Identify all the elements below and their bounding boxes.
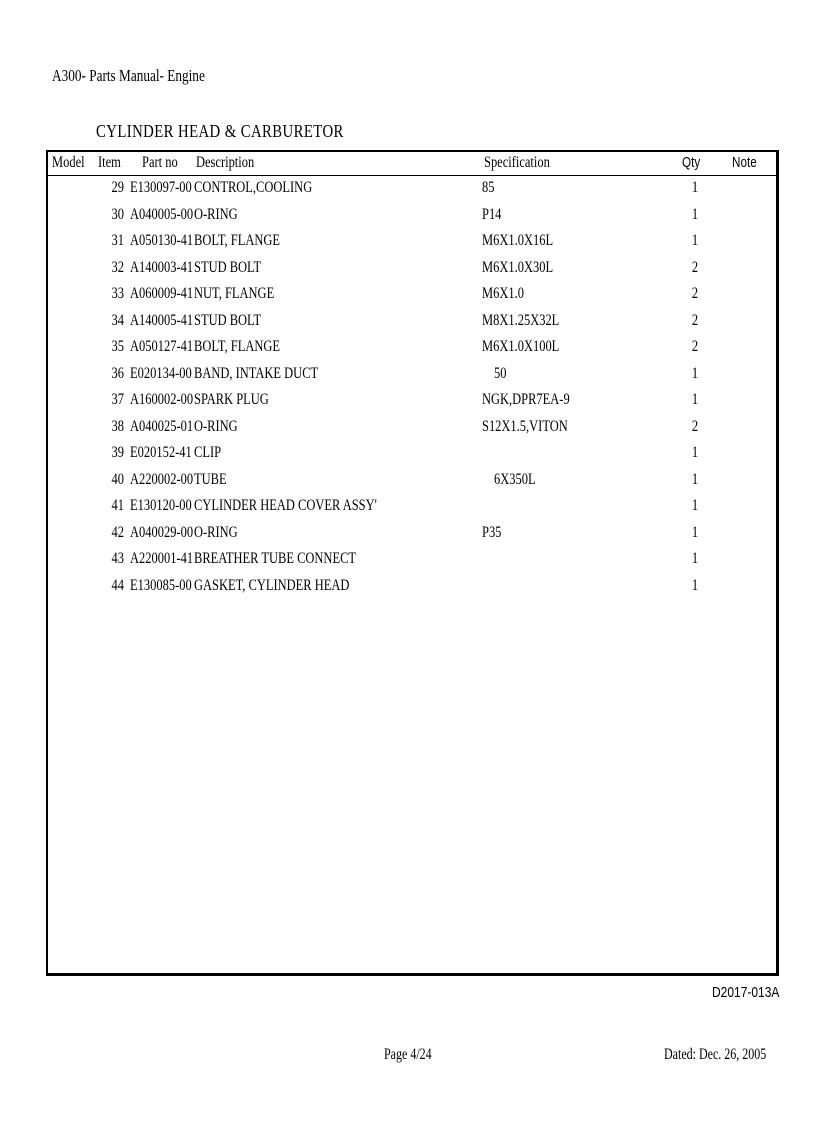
- part-number: E130097-00: [130, 179, 192, 196]
- part-specification: P14: [482, 205, 502, 223]
- table-row: [48, 285, 776, 311]
- part-description: BOLT, FLANGE: [194, 338, 280, 355]
- table-row: [48, 206, 776, 232]
- item-number: 31: [111, 232, 124, 249]
- column-header-item: Item: [98, 154, 121, 171]
- part-description: STUD BOLT: [194, 258, 262, 276]
- part-number: A040029-00: [130, 523, 194, 541]
- part-number: E020152-41: [130, 444, 192, 461]
- part-number: A040005-00: [130, 205, 194, 223]
- item-number: 42: [111, 523, 124, 541]
- part-quantity: 1: [691, 470, 699, 488]
- part-quantity: 1: [691, 205, 699, 223]
- part-number: A040025-01: [130, 417, 194, 435]
- parts-table: [46, 150, 779, 976]
- column-header-part-no: Part no: [142, 154, 178, 171]
- part-description: SPARK PLUG: [194, 391, 269, 408]
- item-number: 44: [111, 576, 124, 594]
- part-quantity: 1: [691, 179, 699, 196]
- table-row: [48, 497, 776, 523]
- part-quantity: 1: [691, 364, 699, 382]
- table-row: [48, 259, 776, 285]
- part-quantity: 1: [691, 550, 699, 567]
- item-number: 38: [111, 417, 124, 435]
- column-header-note: Note: [732, 154, 757, 171]
- part-description: BREATHER TUBE CONNECT: [194, 550, 357, 567]
- section-title: CYLINDER HEAD & CARBURETOR: [96, 121, 344, 141]
- part-quantity: 2: [691, 338, 699, 355]
- table-row: [48, 577, 776, 603]
- part-quantity: 1: [691, 523, 699, 541]
- part-quantity: 1: [691, 444, 699, 461]
- table-row: [48, 418, 776, 444]
- column-header-specification: Specification: [484, 154, 550, 171]
- item-number: 37: [111, 391, 124, 408]
- part-specification: S12X1.5,VITON: [482, 417, 568, 435]
- part-number: E020134-00: [130, 364, 192, 382]
- part-number: A050130-41: [130, 232, 194, 249]
- part-quantity: 2: [691, 417, 699, 435]
- part-specification: M6X1.0: [482, 285, 524, 302]
- part-description: O-RING: [194, 523, 238, 541]
- item-number: 33: [111, 285, 124, 302]
- part-description: BAND, INTAKE DUCT: [194, 364, 319, 382]
- part-number: E130085-00: [130, 576, 192, 594]
- part-description: NUT, FLANGE: [194, 285, 275, 302]
- part-number: A050127-41: [130, 338, 194, 355]
- table-row: [48, 312, 776, 338]
- table-row: [48, 179, 776, 205]
- item-number: 30: [111, 205, 124, 223]
- part-specification: P35: [482, 523, 502, 541]
- part-description: BOLT, FLANGE: [194, 232, 280, 249]
- part-specification: M8X1.25X32L: [482, 311, 560, 329]
- part-specification: 6X350L: [494, 470, 536, 488]
- item-number: 43: [111, 550, 124, 567]
- part-description: CLIP: [194, 444, 222, 461]
- part-description: CYLINDER HEAD COVER ASSY': [194, 497, 377, 514]
- header-divider: [48, 175, 776, 176]
- part-specification: 50: [494, 364, 507, 382]
- part-number: A160002-00: [130, 391, 194, 408]
- drawing-reference: D2017-013A: [712, 984, 780, 1001]
- part-description: O-RING: [194, 205, 238, 223]
- item-number: 39: [111, 444, 124, 461]
- part-number: A140003-41: [130, 258, 194, 276]
- part-quantity: 2: [691, 258, 699, 276]
- part-description: TUBE: [194, 470, 227, 488]
- item-number: 40: [111, 470, 124, 488]
- part-quantity: 1: [691, 497, 699, 514]
- item-number: 35: [111, 338, 124, 355]
- part-quantity: 1: [691, 232, 699, 249]
- part-description: CONTROL,COOLING: [194, 179, 313, 196]
- document-date: Dated: Dec. 26, 2005: [664, 1046, 767, 1063]
- item-number: 36: [111, 364, 124, 382]
- column-header-description: Description: [196, 154, 255, 171]
- table-row: [48, 550, 776, 576]
- part-quantity: 1: [691, 391, 699, 408]
- page-number: Page 4/24: [384, 1046, 432, 1063]
- part-description: O-RING: [194, 417, 238, 435]
- part-number: E130120-00: [130, 497, 192, 514]
- part-specification: NGK,DPR7EA-9: [482, 391, 570, 408]
- table-row: [48, 391, 776, 417]
- item-number: 34: [111, 311, 124, 329]
- part-specification: M6X1.0X30L: [482, 258, 554, 276]
- part-number: A060009-41: [130, 285, 194, 302]
- part-specification: M6X1.0X100L: [482, 338, 560, 355]
- table-row: [48, 471, 776, 497]
- document-header: A300- Parts Manual- Engine: [52, 66, 205, 85]
- part-description: STUD BOLT: [194, 311, 262, 329]
- part-quantity: 1: [691, 576, 699, 594]
- table-row: [48, 365, 776, 391]
- part-number: A220001-41: [130, 550, 194, 567]
- table-row: [48, 524, 776, 550]
- part-number: A140005-41: [130, 311, 194, 329]
- part-quantity: 2: [691, 285, 699, 302]
- part-description: GASKET, CYLINDER HEAD: [194, 576, 350, 594]
- part-specification: M6X1.0X16L: [482, 232, 554, 249]
- table-row: [48, 338, 776, 364]
- item-number: 32: [111, 258, 124, 276]
- item-number: 29: [111, 179, 124, 196]
- part-specification: 85: [482, 179, 495, 196]
- item-number: 41: [111, 497, 124, 514]
- column-header-qty: Qty: [682, 154, 701, 171]
- part-quantity: 2: [691, 311, 699, 329]
- part-number: A220002-00: [130, 470, 194, 488]
- table-row: [48, 232, 776, 258]
- table-row: [48, 444, 776, 470]
- column-header-model: Model: [52, 154, 85, 171]
